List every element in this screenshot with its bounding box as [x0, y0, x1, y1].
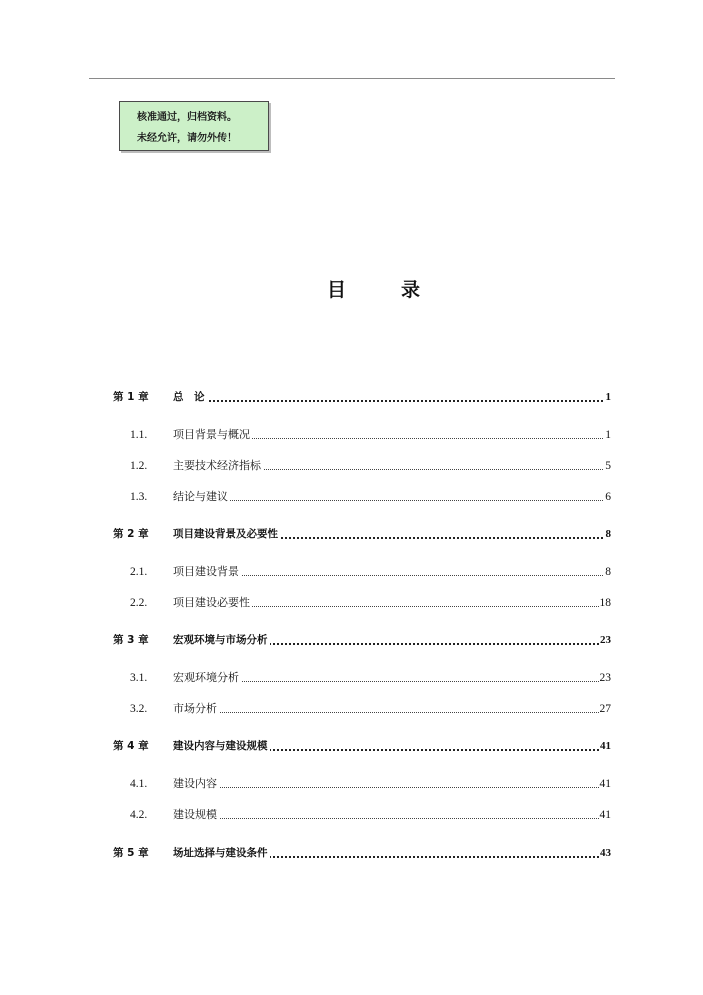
- toc-entry-section-3-2[interactable]: [0, 699, 703, 719]
- toc-entry-label: 总 论: [173, 387, 207, 407]
- toc-entry-number: 第 3 章: [113, 634, 149, 646]
- toc-entry-page: 1: [605, 387, 612, 407]
- stamp-line-1: 核准通过，归档资料。: [137, 112, 237, 123]
- toc-entry-page: 23: [599, 630, 611, 650]
- toc-entry-number: 2.2.: [130, 597, 148, 609]
- toc-entry-number: 4.1.: [130, 778, 148, 790]
- toc-entry-number: 4.2.: [130, 809, 148, 821]
- toc-entry-label: 项目建设背景及必要性: [173, 524, 280, 544]
- toc-entry-section-3-1[interactable]: [0, 668, 703, 688]
- toc-entry-section-1-3[interactable]: [0, 487, 703, 507]
- toc-entry-page: 18: [599, 593, 612, 613]
- toc-entry-section-4-2[interactable]: [0, 805, 703, 825]
- toc-entry-chapter-3[interactable]: [0, 630, 703, 650]
- toc-entry-page: 41: [599, 805, 612, 825]
- toc-entry-page: 1: [604, 425, 611, 445]
- toc-entry-label: 结论与建议: [173, 487, 230, 507]
- toc-entry-number: 2.1.: [130, 566, 148, 578]
- toc-entry-number: 3.2.: [130, 703, 148, 715]
- toc-entry-label: 建设内容与建设规模: [173, 736, 270, 756]
- toc-entry-number: 1.3.: [130, 491, 148, 503]
- toc-entry-page: 27: [599, 699, 612, 719]
- toc-entry-section-2-1[interactable]: [0, 562, 703, 582]
- toc-entry-label: 项目背景与概况: [173, 425, 252, 445]
- toc-entry-page: 41: [599, 774, 612, 794]
- toc-entry-page: 23: [599, 668, 612, 688]
- toc-entry-label: 宏观环境与市场分析: [173, 630, 270, 650]
- toc-entry-page: 43: [599, 843, 611, 863]
- toc-entry-label: 项目建设背景: [173, 562, 241, 582]
- toc-entry-chapter-2[interactable]: [0, 524, 703, 544]
- toc-entry-chapter-1[interactable]: [0, 387, 703, 407]
- toc-entry-section-1-1[interactable]: [0, 425, 703, 445]
- toc-leader-dots: [173, 787, 611, 788]
- toc-leader-dots: [173, 818, 611, 819]
- toc-entry-page: 5: [604, 456, 611, 476]
- toc-title-char-1: 目: [327, 279, 347, 301]
- toc-entry-page: 6: [604, 487, 611, 507]
- toc-entry-label: 主要技术经济指标: [173, 456, 263, 476]
- toc-entry-number: 1.2.: [130, 460, 148, 472]
- toc-entry-label: 市场分析: [173, 699, 219, 719]
- toc-entry-label: 项目建设必要性: [173, 593, 252, 613]
- toc-entry-chapter-5[interactable]: [0, 843, 703, 863]
- toc-entry-section-1-2[interactable]: [0, 456, 703, 476]
- toc-leader-dots: [173, 712, 611, 713]
- toc-entry-number: 第 5 章: [113, 847, 149, 859]
- toc-entry-page: 41: [599, 736, 611, 756]
- toc-entry-page: 8: [605, 524, 612, 544]
- toc-entry-label: 宏观环境分析: [173, 668, 241, 688]
- toc-entry-label: 建设规模: [173, 805, 219, 825]
- stamp-line-2: 未经允许，请勿外传！: [137, 133, 237, 144]
- toc-entry-number: 1.1.: [130, 429, 148, 441]
- toc-entry-page: 8: [604, 562, 611, 582]
- toc-entry-number: 3.1.: [130, 672, 148, 684]
- toc-entry-number: 第 1 章: [113, 391, 149, 403]
- toc-leader-dots: [173, 400, 611, 402]
- toc-leader-dots: [173, 500, 611, 501]
- toc-title-char-2: 录: [401, 279, 421, 301]
- toc-entry-label: 建设内容: [173, 774, 219, 794]
- toc-entry-chapter-4[interactable]: [0, 736, 703, 756]
- toc-entry-label: 场址选择与建设条件: [173, 843, 270, 863]
- toc-entry-section-4-1[interactable]: [0, 774, 703, 794]
- toc-entry-section-2-2[interactable]: [0, 593, 703, 613]
- toc-entry-number: 第 2 章: [113, 528, 149, 540]
- toc-entry-number: 第 4 章: [113, 740, 149, 752]
